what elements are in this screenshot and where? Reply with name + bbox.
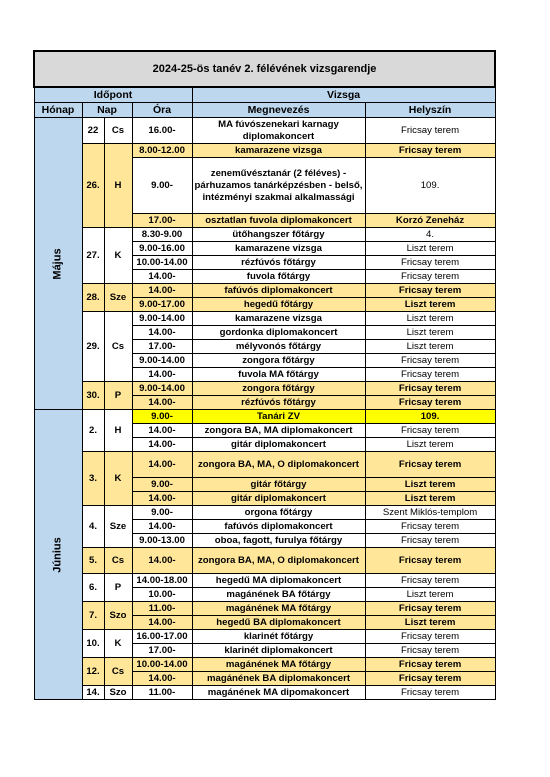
exam-name-cell: oboa, fagott, furulya főtárgy (192, 534, 365, 548)
exam-name-cell: klarinét főtárgy (192, 630, 365, 644)
table-row (34, 506, 495, 520)
location-cell: Fricsay terem (365, 270, 495, 284)
table-row (34, 452, 495, 478)
time-cell: 9.00- (132, 158, 192, 214)
location-cell: Liszt terem (365, 492, 495, 506)
table-row (34, 602, 495, 616)
location-cell: Fricsay terem (365, 256, 495, 270)
location-cell: Fricsay terem (365, 534, 495, 548)
exam-name-cell: gitár főtárgy (192, 478, 365, 492)
month-label: Május (52, 247, 64, 280)
exam-name-cell: magánének MA főtárgy (192, 602, 365, 616)
time-cell: 14.00- (132, 396, 192, 410)
exam-name-cell: magánének MA főtárgy (192, 658, 365, 672)
time-cell: 9.00-13.00 (132, 534, 192, 548)
location-cell: Liszt terem (365, 438, 495, 452)
day-of-week: Sze (104, 506, 132, 548)
location-cell: Fricsay terem (365, 368, 495, 382)
day-date: 22 (82, 118, 104, 144)
location-cell: Fricsay terem (365, 396, 495, 410)
day-date: 4. (82, 506, 104, 548)
location-cell: Fricsay terem (365, 118, 495, 144)
time-cell: 14.00- (132, 616, 192, 630)
exam-name-cell: rézfúvós főtárgy (192, 396, 365, 410)
day-of-week: P (104, 382, 132, 410)
table-row (34, 630, 495, 644)
time-cell: 10.00- (132, 588, 192, 602)
day-date: 6. (82, 574, 104, 602)
day-date: 3. (82, 452, 104, 506)
location-cell: Liszt terem (365, 242, 495, 256)
location-cell: Fricsay terem (365, 548, 495, 574)
location-cell: Fricsay terem (365, 644, 495, 658)
title-row (34, 51, 495, 87)
table-row (34, 228, 495, 242)
column-header-honap: Hónap (34, 103, 82, 118)
exam-name-cell: Tanári ZV (192, 410, 365, 424)
month-label: Június (51, 536, 64, 573)
time-cell: 9.00-14.00 (132, 312, 192, 326)
time-cell: 17.00- (132, 644, 192, 658)
exam-name-cell: mélyvonós főtárgy (192, 340, 365, 354)
table-row (34, 312, 495, 326)
time-cell: 14.00- (132, 672, 192, 686)
time-cell: 14.00- (132, 548, 192, 574)
table-row (34, 382, 495, 396)
location-cell: Fricsay terem (365, 574, 495, 588)
day-date: 27. (82, 228, 104, 284)
location-cell: Liszt terem (365, 478, 495, 492)
column-header-helyszin: Helyszín (365, 103, 495, 118)
day-of-week: Sze (104, 284, 132, 312)
exam-name-cell: zongora BA, MA, O diplomakoncert (192, 548, 365, 574)
exam-name-cell: zeneművésztanár (2 féléves) - párhuzamos tanárképzésben - belső, intézményi szakmai alkalmassági (192, 158, 365, 214)
location-cell: Fricsay terem (365, 144, 495, 158)
day-date: 26. (82, 144, 104, 228)
page-title: 2024-25-ös tanév 2. félévének vizsgarendje (34, 51, 495, 87)
day-date: 28. (82, 284, 104, 312)
time-cell: 16.00- (132, 118, 192, 144)
day-of-week: Cs (104, 548, 132, 574)
location-cell: Fricsay terem (365, 630, 495, 644)
location-cell: Liszt terem (365, 326, 495, 340)
exam-name-cell: zongora főtárgy (192, 354, 365, 368)
table-row (34, 574, 495, 588)
day-of-week: Szo (104, 686, 132, 700)
time-cell: 9.00- (132, 506, 192, 520)
exam-name-cell: orgona főtárgy (192, 506, 365, 520)
table-row (34, 144, 495, 158)
day-date: 29. (82, 312, 104, 382)
exam-name-cell: MA fúvószenekari karnagy diplomakoncert (192, 118, 365, 144)
location-cell: Fricsay terem (365, 424, 495, 438)
day-of-week: K (104, 630, 132, 658)
location-cell: Fricsay terem (365, 686, 495, 700)
exam-name-cell: magánének BA főtárgy (192, 588, 365, 602)
time-cell: 9.00-14.00 (132, 354, 192, 368)
time-cell: 14.00- (132, 368, 192, 382)
exam-name-cell: zongora BA, MA, O diplomakoncert (192, 452, 365, 478)
day-of-week: K (104, 452, 132, 506)
location-cell: Liszt terem (365, 312, 495, 326)
location-cell: Fricsay terem (365, 672, 495, 686)
group-header-vizsga: Vizsga (192, 87, 495, 103)
day-of-week: P (104, 574, 132, 602)
location-cell: Fricsay terem (365, 658, 495, 672)
day-date: 5. (82, 548, 104, 574)
exam-name-cell: osztatlan fuvola diplomakoncert (192, 214, 365, 228)
exam-name-cell: kamarazene vizsga (192, 312, 365, 326)
location-cell: Fricsay terem (365, 452, 495, 478)
time-cell: 17.00- (132, 214, 192, 228)
location-cell: Liszt terem (365, 340, 495, 354)
exam-name-cell: hegedű MA diplomakoncert (192, 574, 365, 588)
exam-name-cell: magánének MA dipomakoncert (192, 686, 365, 700)
column-header-megnevezes: Megnevezés (192, 103, 365, 118)
month-cell (34, 118, 82, 410)
exam-name-cell: hegedű BA diplomakoncert (192, 616, 365, 630)
column-header-ora: Óra (132, 103, 192, 118)
day-date: 30. (82, 382, 104, 410)
time-cell: 9.00- (132, 410, 192, 424)
location-cell: Fricsay terem (365, 520, 495, 534)
time-cell: 10.00-14.00 (132, 658, 192, 672)
table-row (34, 118, 495, 144)
time-cell: 9.00- (132, 478, 192, 492)
day-date: 2. (82, 410, 104, 452)
table-row (34, 658, 495, 672)
time-cell: 14.00- (132, 492, 192, 506)
location-cell: Liszt terem (365, 588, 495, 602)
day-of-week: H (104, 144, 132, 228)
time-cell: 14.00- (132, 452, 192, 478)
time-cell: 14.00- (132, 284, 192, 298)
day-date: 14. (82, 686, 104, 700)
time-cell: 14.00-18.00 (132, 574, 192, 588)
location-cell: Fricsay terem (365, 382, 495, 396)
column-header-row (34, 103, 495, 118)
day-of-week: Cs (104, 658, 132, 686)
exam-name-cell: gitár diplomakoncert (192, 438, 365, 452)
exam-name-cell: gordonka diplomakoncert (192, 326, 365, 340)
day-of-week: K (104, 228, 132, 284)
time-cell: 9.00-14.00 (132, 382, 192, 396)
location-cell: Liszt terem (365, 616, 495, 630)
day-of-week: Cs (104, 118, 132, 144)
table-row (34, 284, 495, 298)
time-cell: 14.00- (132, 424, 192, 438)
location-cell: 109. (365, 158, 495, 214)
exam-name-cell: hegedű főtárgy (192, 298, 365, 312)
location-cell: Fricsay terem (365, 354, 495, 368)
exam-name-cell: fafúvós diplomakoncert (192, 284, 365, 298)
exam-name-cell: fafúvós diplomakoncert (192, 520, 365, 534)
column-header-nap: Nap (82, 103, 132, 118)
exam-name-cell: magánének BA diplomakoncert (192, 672, 365, 686)
location-cell: Fricsay terem (365, 284, 495, 298)
exam-name-cell: klarinét diplomakoncert (192, 644, 365, 658)
exam-name-cell: fuvola főtárgy (192, 270, 365, 284)
time-cell: 8.00-12.00 (132, 144, 192, 158)
day-date: 12. (82, 658, 104, 686)
time-cell: 14.00- (132, 520, 192, 534)
location-cell: 4. (365, 228, 495, 242)
table-row (34, 548, 495, 574)
day-of-week: Cs (104, 312, 132, 382)
time-cell: 8.30-9.00 (132, 228, 192, 242)
exam-name-cell: zongora főtárgy (192, 382, 365, 396)
exam-name-cell: zongora BA, MA diplomakoncert (192, 424, 365, 438)
day-date: 7. (82, 602, 104, 630)
location-cell: Korzó Zeneház (365, 214, 495, 228)
exam-name-cell: rézfúvós főtárgy (192, 256, 365, 270)
table-row (34, 686, 495, 700)
day-of-week: Szo (104, 602, 132, 630)
exam-name-cell: kamarazene vizsga (192, 242, 365, 256)
exam-name-cell: gitár diplomakoncert (192, 492, 365, 506)
time-cell: 17.00- (132, 340, 192, 354)
time-cell: 11.00- (132, 602, 192, 616)
time-cell: 16.00-17.00 (132, 630, 192, 644)
location-cell: 109. (365, 410, 495, 424)
group-header-row (34, 87, 495, 103)
time-cell: 11.00- (132, 686, 192, 700)
time-cell: 9.00-16.00 (132, 242, 192, 256)
location-cell: Szent Miklós-templom (365, 506, 495, 520)
exam-name-cell: fuvola MA főtárgy (192, 368, 365, 382)
day-of-week: H (104, 410, 132, 452)
exam-name-cell: kamarazene vizsga (192, 144, 365, 158)
exam-schedule-table (33, 50, 496, 700)
exam-name-cell: ütőhangszer főtárgy (192, 228, 365, 242)
time-cell: 9.00-17.00 (132, 298, 192, 312)
location-cell: Liszt terem (365, 298, 495, 312)
location-cell: Fricsay terem (365, 602, 495, 616)
time-cell: 14.00- (132, 438, 192, 452)
table-row (34, 410, 495, 424)
group-header-idopont: Időpont (34, 87, 192, 103)
time-cell: 14.00- (132, 270, 192, 284)
day-date: 10. (82, 630, 104, 658)
time-cell: 14.00- (132, 326, 192, 340)
month-cell (34, 410, 82, 700)
time-cell: 10.00-14.00 (132, 256, 192, 270)
